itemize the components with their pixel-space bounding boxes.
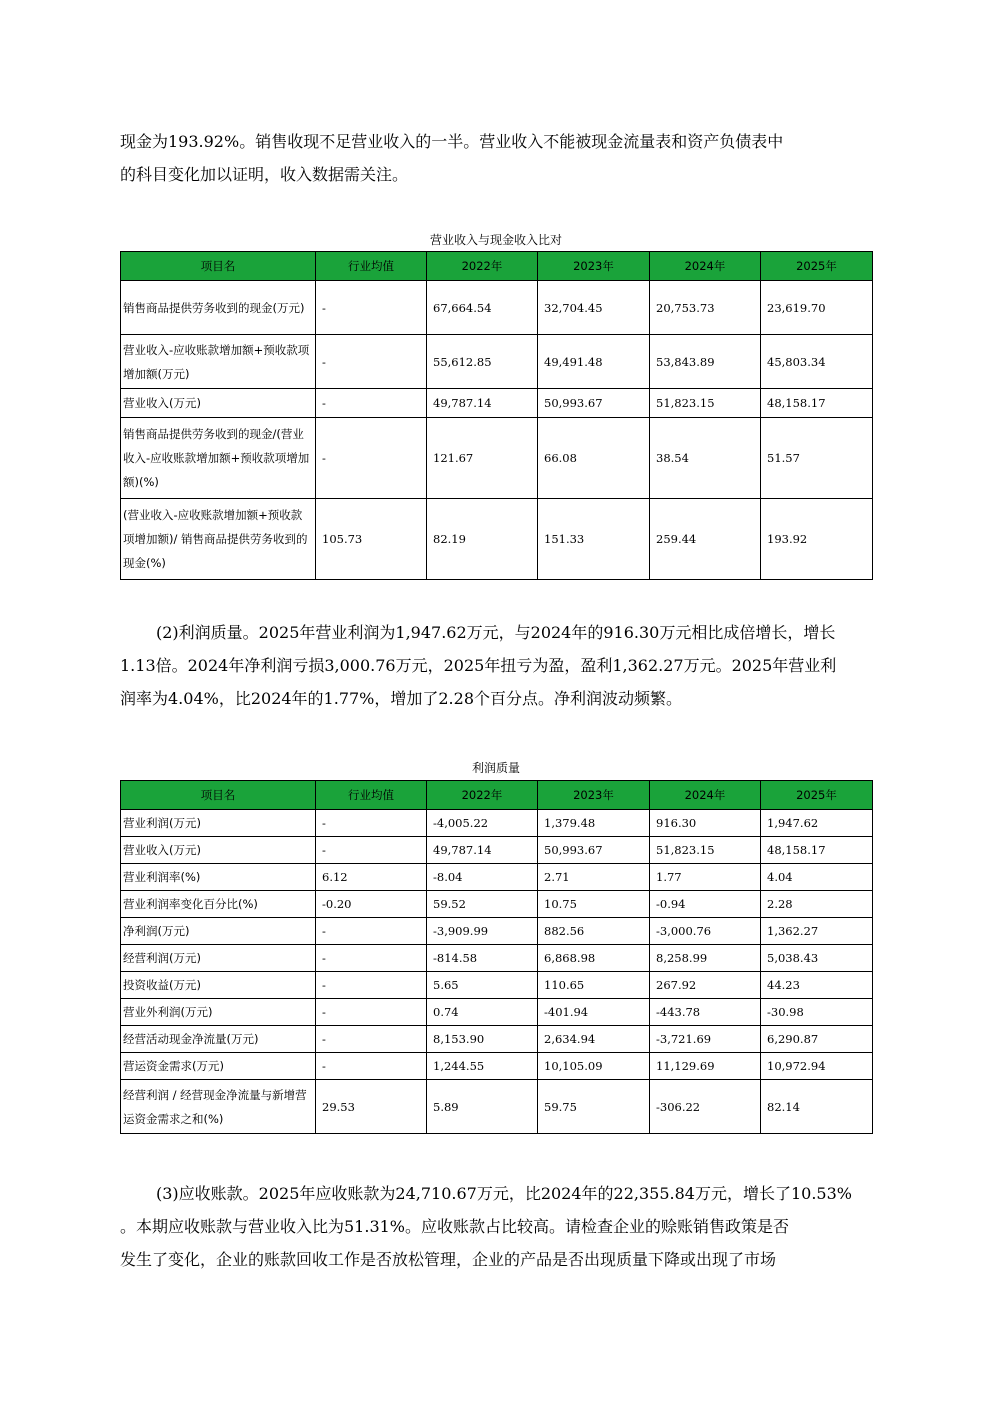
- cell-2025: 5,038.43: [761, 945, 873, 972]
- cell-2023: 10,105.09: [538, 1053, 650, 1080]
- cell-industry-avg: -: [316, 999, 427, 1026]
- revenue-cash-table: [120, 251, 873, 580]
- table-row: [121, 499, 873, 580]
- cell-2025: 1,362.27: [761, 918, 873, 945]
- row-label: 营业外利润(万元): [121, 999, 316, 1026]
- cell-2025: 4.04: [761, 864, 873, 891]
- cell-2022: -4,005.22: [427, 810, 538, 837]
- cell-2023: 6,868.98: [538, 945, 650, 972]
- cell-2023: -401.94: [538, 999, 650, 1026]
- cell-2024: 259.44: [650, 499, 761, 580]
- cell-2022: 5.89: [427, 1080, 538, 1134]
- cell-2022: 121.67: [427, 418, 538, 499]
- cell-2024: 20,753.73: [650, 281, 761, 335]
- cell-2025: 48,158.17: [761, 389, 873, 418]
- cell-2025: 1,947.62: [761, 810, 873, 837]
- cell-2023: 49,491.48: [538, 335, 650, 389]
- cell-industry-avg: -: [316, 918, 427, 945]
- cell-2022: -3,909.99: [427, 918, 538, 945]
- cell-2024: 267.92: [650, 972, 761, 999]
- cell-2023: 1,379.48: [538, 810, 650, 837]
- cell-2023: 66.08: [538, 418, 650, 499]
- cell-2022: 82.19: [427, 499, 538, 580]
- cell-2023: 50,993.67: [538, 389, 650, 418]
- cell-2025: -30.98: [761, 999, 873, 1026]
- row-label: 营业收入(万元): [121, 389, 316, 418]
- column-header: 项目名: [121, 252, 316, 281]
- cell-2022: 55,612.85: [427, 335, 538, 389]
- table-row: [121, 389, 873, 418]
- column-header: 项目名: [121, 781, 316, 810]
- cell-2023: 10.75: [538, 891, 650, 918]
- row-label: 经营利润 / 经营现金净流量与新增营运资金需求之和(%): [121, 1080, 316, 1134]
- cell-2025: 51.57: [761, 418, 873, 499]
- cell-2023: 882.56: [538, 918, 650, 945]
- cell-industry-avg: -: [316, 281, 427, 335]
- row-label: 营业收入-应收账款增加额+预收款项增加额(万元): [121, 335, 316, 389]
- column-header: 行业均值: [316, 781, 427, 810]
- table1-caption: 营业收入与现金收入比对: [429, 233, 562, 247]
- cell-industry-avg: -: [316, 837, 427, 864]
- table-row: [121, 1026, 873, 1053]
- cell-2023: 2,634.94: [538, 1026, 650, 1053]
- cell-2024: -3,000.76: [650, 918, 761, 945]
- cell-2024: -443.78: [650, 999, 761, 1026]
- table-row: [121, 864, 873, 891]
- cell-2025: 82.14: [761, 1080, 873, 1134]
- intro-line: 的科目变化加以证明，收入数据需关注。: [120, 165, 409, 184]
- cell-2025: 23,619.70: [761, 281, 873, 335]
- cell-2022: 49,787.14: [427, 837, 538, 864]
- cell-2024: 8,258.99: [650, 945, 761, 972]
- intro-paragraph: [120, 125, 875, 191]
- cell-2024: -3,721.69: [650, 1026, 761, 1053]
- intro-line: 现金为193.92%。销售收现不足营业收入的一半。营业收入不能被现金流量表和资产负债表中: [120, 132, 784, 151]
- table-header-row: [121, 781, 873, 810]
- table-row: [121, 918, 873, 945]
- cell-2022: 49,787.14: [427, 389, 538, 418]
- cell-2023: 32,704.45: [538, 281, 650, 335]
- cell-2024: 11,129.69: [650, 1053, 761, 1080]
- cell-2023: 151.33: [538, 499, 650, 580]
- row-label: (营业收入-应收账款增加额+预收款项增加额)/ 销售商品提供劳务收到的现金(%): [121, 499, 316, 580]
- cell-industry-avg: 105.73: [316, 499, 427, 580]
- table-row: [121, 1080, 873, 1134]
- cell-2025: 48,158.17: [761, 837, 873, 864]
- profit-quality-paragraph: [120, 616, 875, 715]
- paragraph-line: 润率为4.04%，比2024年的1.77%，增加了2.28个百分点。净利润波动频繁。: [120, 689, 683, 708]
- column-header: 2024年: [650, 252, 761, 281]
- receivables-paragraph: [120, 1177, 875, 1276]
- row-label: 营运资金需求(万元): [121, 1053, 316, 1080]
- paragraph-line: (3)应收账款。2025年应收账款为24,710.67万元，比2024年的22,355.84万元，增长了10.53%: [156, 1184, 852, 1203]
- cell-2025: 193.92: [761, 499, 873, 580]
- row-label: 净利润(万元): [121, 918, 316, 945]
- column-header: 2025年: [761, 252, 873, 281]
- column-header: 2022年: [427, 781, 538, 810]
- cell-2025: 45,803.34: [761, 335, 873, 389]
- table-row: [121, 972, 873, 999]
- table-row: [121, 837, 873, 864]
- paragraph-line: 发生了变化，企业的账款回收工作是否放松管理，企业的产品是否出现质量下降或出现了市场: [120, 1250, 777, 1269]
- cell-industry-avg: -: [316, 945, 427, 972]
- cell-2022: 0.74: [427, 999, 538, 1026]
- cell-industry-avg: 6.12: [316, 864, 427, 891]
- table-row: [121, 891, 873, 918]
- row-label: 经营活动现金净流量(万元): [121, 1026, 316, 1053]
- cell-2024: 1.77: [650, 864, 761, 891]
- row-label: 营业收入(万元): [121, 837, 316, 864]
- cell-2023: 2.71: [538, 864, 650, 891]
- cell-industry-avg: -: [316, 810, 427, 837]
- table-row: [121, 810, 873, 837]
- table-row: [121, 281, 873, 335]
- table-row: [121, 418, 873, 499]
- column-header: 2025年: [761, 781, 873, 810]
- column-header: 2022年: [427, 252, 538, 281]
- column-header: 2023年: [538, 252, 650, 281]
- cell-2023: 110.65: [538, 972, 650, 999]
- row-label: 营业利润率变化百分比(%): [121, 891, 316, 918]
- cell-industry-avg: -: [316, 389, 427, 418]
- table-row: [121, 999, 873, 1026]
- cell-2025: 10,972.94: [761, 1053, 873, 1080]
- paragraph-line: 。本期应收账款与营业收入比为51.31%。应收账款占比较高。请检查企业的赊账销售政策是否: [120, 1217, 790, 1236]
- cell-2024: -306.22: [650, 1080, 761, 1134]
- column-header: 行业均值: [316, 252, 427, 281]
- cell-2024: 38.54: [650, 418, 761, 499]
- paragraph-line: 1.13倍。2024年净利润亏损3,000.76万元，2025年扭亏为盈，盈利1,362.27万元。2025年营业利: [120, 656, 837, 675]
- row-label: 营业利润(万元): [121, 810, 316, 837]
- paragraph-line: (2)利润质量。2025年营业利润为1,947.62万元，与2024年的916.30万元相比成倍增长，增长: [156, 623, 836, 642]
- cell-industry-avg: -: [316, 972, 427, 999]
- table-row: [121, 945, 873, 972]
- cell-industry-avg: -: [316, 1026, 427, 1053]
- cell-2024: 51,823.15: [650, 837, 761, 864]
- table-row: [121, 335, 873, 389]
- column-header: 2023年: [538, 781, 650, 810]
- cell-2022: 59.52: [427, 891, 538, 918]
- cell-2023: 50,993.67: [538, 837, 650, 864]
- table-row: [121, 1053, 873, 1080]
- cell-2024: -0.94: [650, 891, 761, 918]
- table-header-row: [121, 252, 873, 281]
- cell-2025: 2.28: [761, 891, 873, 918]
- cell-2022: 5.65: [427, 972, 538, 999]
- row-label: 经营利润(万元): [121, 945, 316, 972]
- profit-quality-table: [120, 780, 873, 1134]
- row-label: 投资收益(万元): [121, 972, 316, 999]
- cell-2024: 916.30: [650, 810, 761, 837]
- cell-2025: 6,290.87: [761, 1026, 873, 1053]
- cell-industry-avg: 29.53: [316, 1080, 427, 1134]
- cell-2024: 53,843.89: [650, 335, 761, 389]
- cell-industry-avg: -: [316, 1053, 427, 1080]
- cell-2022: -814.58: [427, 945, 538, 972]
- cell-industry-avg: -: [316, 335, 427, 389]
- cell-industry-avg: -: [316, 418, 427, 499]
- row-label: 销售商品提供劳务收到的现金/(营业收入-应收账款增加额+预收款项增加额)(%): [121, 418, 316, 499]
- cell-2022: 67,664.54: [427, 281, 538, 335]
- cell-2025: 44.23: [761, 972, 873, 999]
- table2-caption: 利润质量: [471, 761, 520, 775]
- cell-2023: 59.75: [538, 1080, 650, 1134]
- cell-industry-avg: -0.20: [316, 891, 427, 918]
- cell-2024: 51,823.15: [650, 389, 761, 418]
- row-label: 销售商品提供劳务收到的现金(万元): [121, 281, 316, 335]
- cell-2022: 1,244.55: [427, 1053, 538, 1080]
- row-label: 营业利润率(%): [121, 864, 316, 891]
- column-header: 2024年: [650, 781, 761, 810]
- cell-2022: -8.04: [427, 864, 538, 891]
- cell-2022: 8,153.90: [427, 1026, 538, 1053]
